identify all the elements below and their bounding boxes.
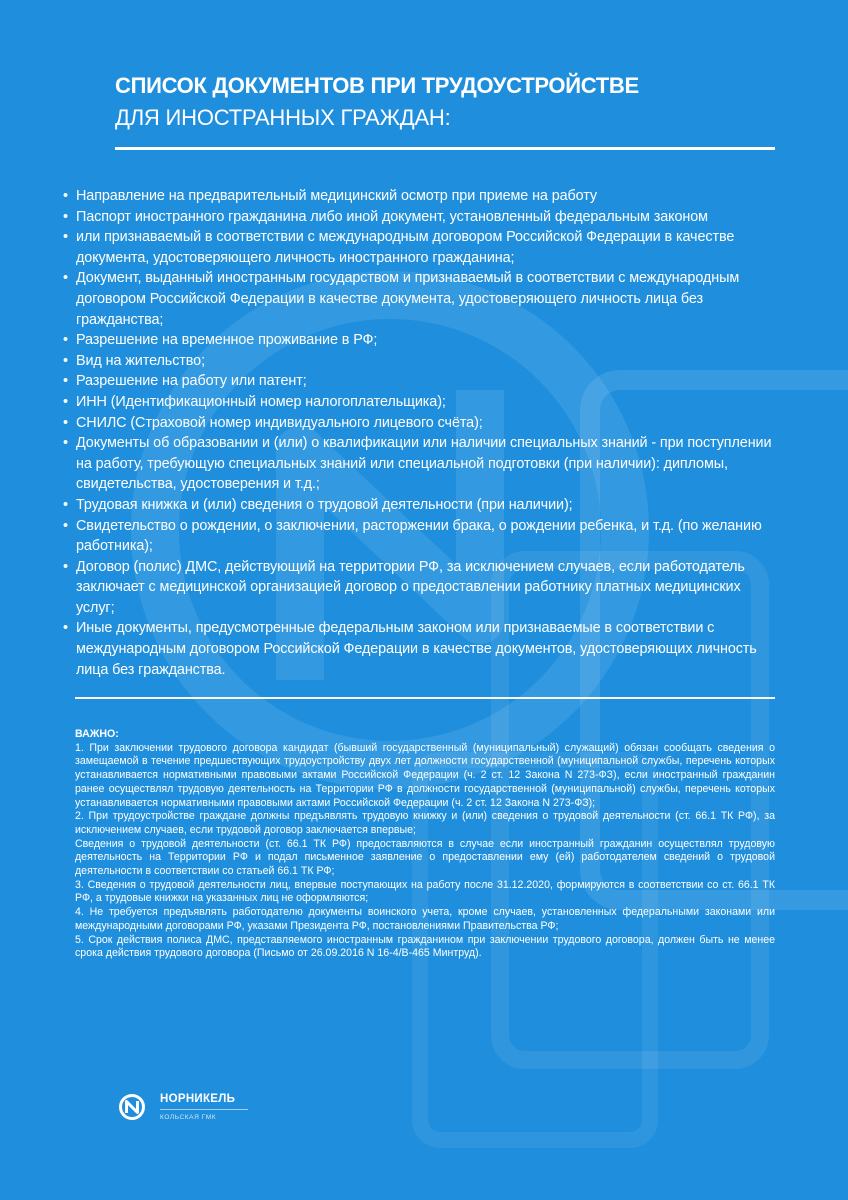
- section-divider: [75, 697, 775, 699]
- list-item: • СНИЛС (Страховой номер индивидуального лицевого счёта);: [62, 413, 782, 434]
- logo-name: НОРНИКЕЛЬ: [160, 1093, 236, 1105]
- list-item: • Трудовая книжка и (или) сведения о трудовой деятельности (при наличии);: [62, 495, 782, 516]
- important-notes: [75, 728, 775, 961]
- company-logo: [118, 1092, 248, 1122]
- note-item: 2. При трудоустройстве граждане должны предъявлять трудовую книжку и (или) сведения о трудовой деятельности (ст. 66.1 ТК РФ), за исключением случаев, если трудовой договор заключается впервые;: [75, 810, 775, 836]
- list-item: • Разрешение на работу или патент;: [62, 371, 782, 392]
- note-item: 3. Сведения о трудовой деятельности лиц, впервые поступающих на работу после 31.12.2020, формируются в соответствии со ст. 66.1 ТК РФ, а трудовые книжки на указанных лиц не оформляются;: [75, 878, 775, 905]
- list-item: • Вид на жительство;: [62, 351, 782, 372]
- note-item: Сведения о трудовой деятельности (ст. 66.1 ТК РФ) предоставляются в случае если иностранный гражданин осуществлял трудовую деятельность на Территории РФ и подал письменное заявление о предоставлении ему (ей) работодателем сведений о трудовой деятельности в соответствии со статьей 66.1 ТК РФ;: [75, 837, 775, 878]
- nornickel-logo-icon: [118, 1093, 154, 1121]
- list-item: • Иные документы, предусмотренные федеральным законом или признаваемые в соответствии с международным договором Российской Федерации в качестве документов, удостоверяющих личность лица без гражданства.: [62, 618, 782, 680]
- title-divider: [115, 147, 775, 150]
- list-item: • Направление на предварительный медицинский осмотр при приеме на работу: [62, 186, 782, 207]
- notes-heading: ВАЖНО:: [75, 728, 119, 740]
- note-item: 5. Срок действия полиса ДМС, представляемого иностранным гражданином при заключении трудового договора, должен быть не менее срока действия трудового договора (Письмо от 26.09.2016 N 16-4/В-465 Минтруд).: [75, 933, 775, 960]
- list-item: • Паспорт иностранного гражданина либо иной документ, установленный федеральным законом: [62, 207, 782, 228]
- note-item: 4. Не требуется предъявлять работодателю документы воинского учета, кроме случаев, установленных федеральными законами или международными договорами РФ, указами Президента РФ, постановлениями Правительства РФ;: [75, 906, 775, 932]
- list-item: • Договор (полис) ДМС, действующий на территории РФ, за исключением случаев, если работодатель заключает с медицинской организацией договор о предоставлении работнику платных медицинских услуг;: [62, 557, 782, 619]
- page-title: [115, 72, 639, 132]
- title-line-2: ДЛЯ ИНОСТРАННЫХ ГРАЖДАН:: [115, 105, 451, 130]
- list-item: • Разрешение на временное проживание в РФ;: [62, 330, 782, 351]
- logo-divider: [160, 1109, 248, 1110]
- documents-list: [62, 186, 782, 680]
- title-line-1: СПИСОК ДОКУМЕНТОВ ПРИ ТРУДОУСТРОЙСТВЕ: [115, 73, 639, 98]
- list-item: • Свидетельство о рождении, о заключении, расторжении брака, о рождении ребенка, и т.д. (по желанию работника);: [62, 516, 782, 557]
- list-item: • ИНН (Идентификационный номер налогоплательщика);: [62, 392, 782, 413]
- list-item: • Документы об образовании и (или) о квалификации или наличии специальных знаний - при поступлении на работу, требующую специальных знаний или специальной подготовки (при наличии): дипломы, свидетельства, удостоверения и т.д.;: [62, 433, 782, 495]
- logo-subtitle: КОЛЬСКАЯ ГМК: [160, 1114, 217, 1121]
- list-item: • или признаваемый в соответствии с международным договором Российской Федерации в качестве документа, удостоверяющего личность иностранного гражданина;: [62, 227, 782, 268]
- list-item: • Документ, выданный иностранным государством и признаваемый в соответствии с международным договором Российской Федерации в качестве документа, удостоверяющего личность лица без гражданства;: [62, 268, 782, 330]
- note-item: 1. При заключении трудового договора кандидат (бывший государственный (муниципальный) служащий) обязан сообщать сведения о замещаемой в течение предшествующих трудоустройству двух лет должности государственной (муниципальной службы, перечень которых устанавливается нормативными правовыми актами Российской Федерации (ч. 2 ст. 12 Закона N 273-ФЗ), если иностранный гражданин ранее осуществлял трудовую деятельность на Территории РФ в должности государственной (муниципальной) службы, перечень которых устанавливается нормативными правовыми актами Российской Федерации (ч. 2 ст. 12 Закона N 273-ФЗ);: [75, 741, 775, 809]
